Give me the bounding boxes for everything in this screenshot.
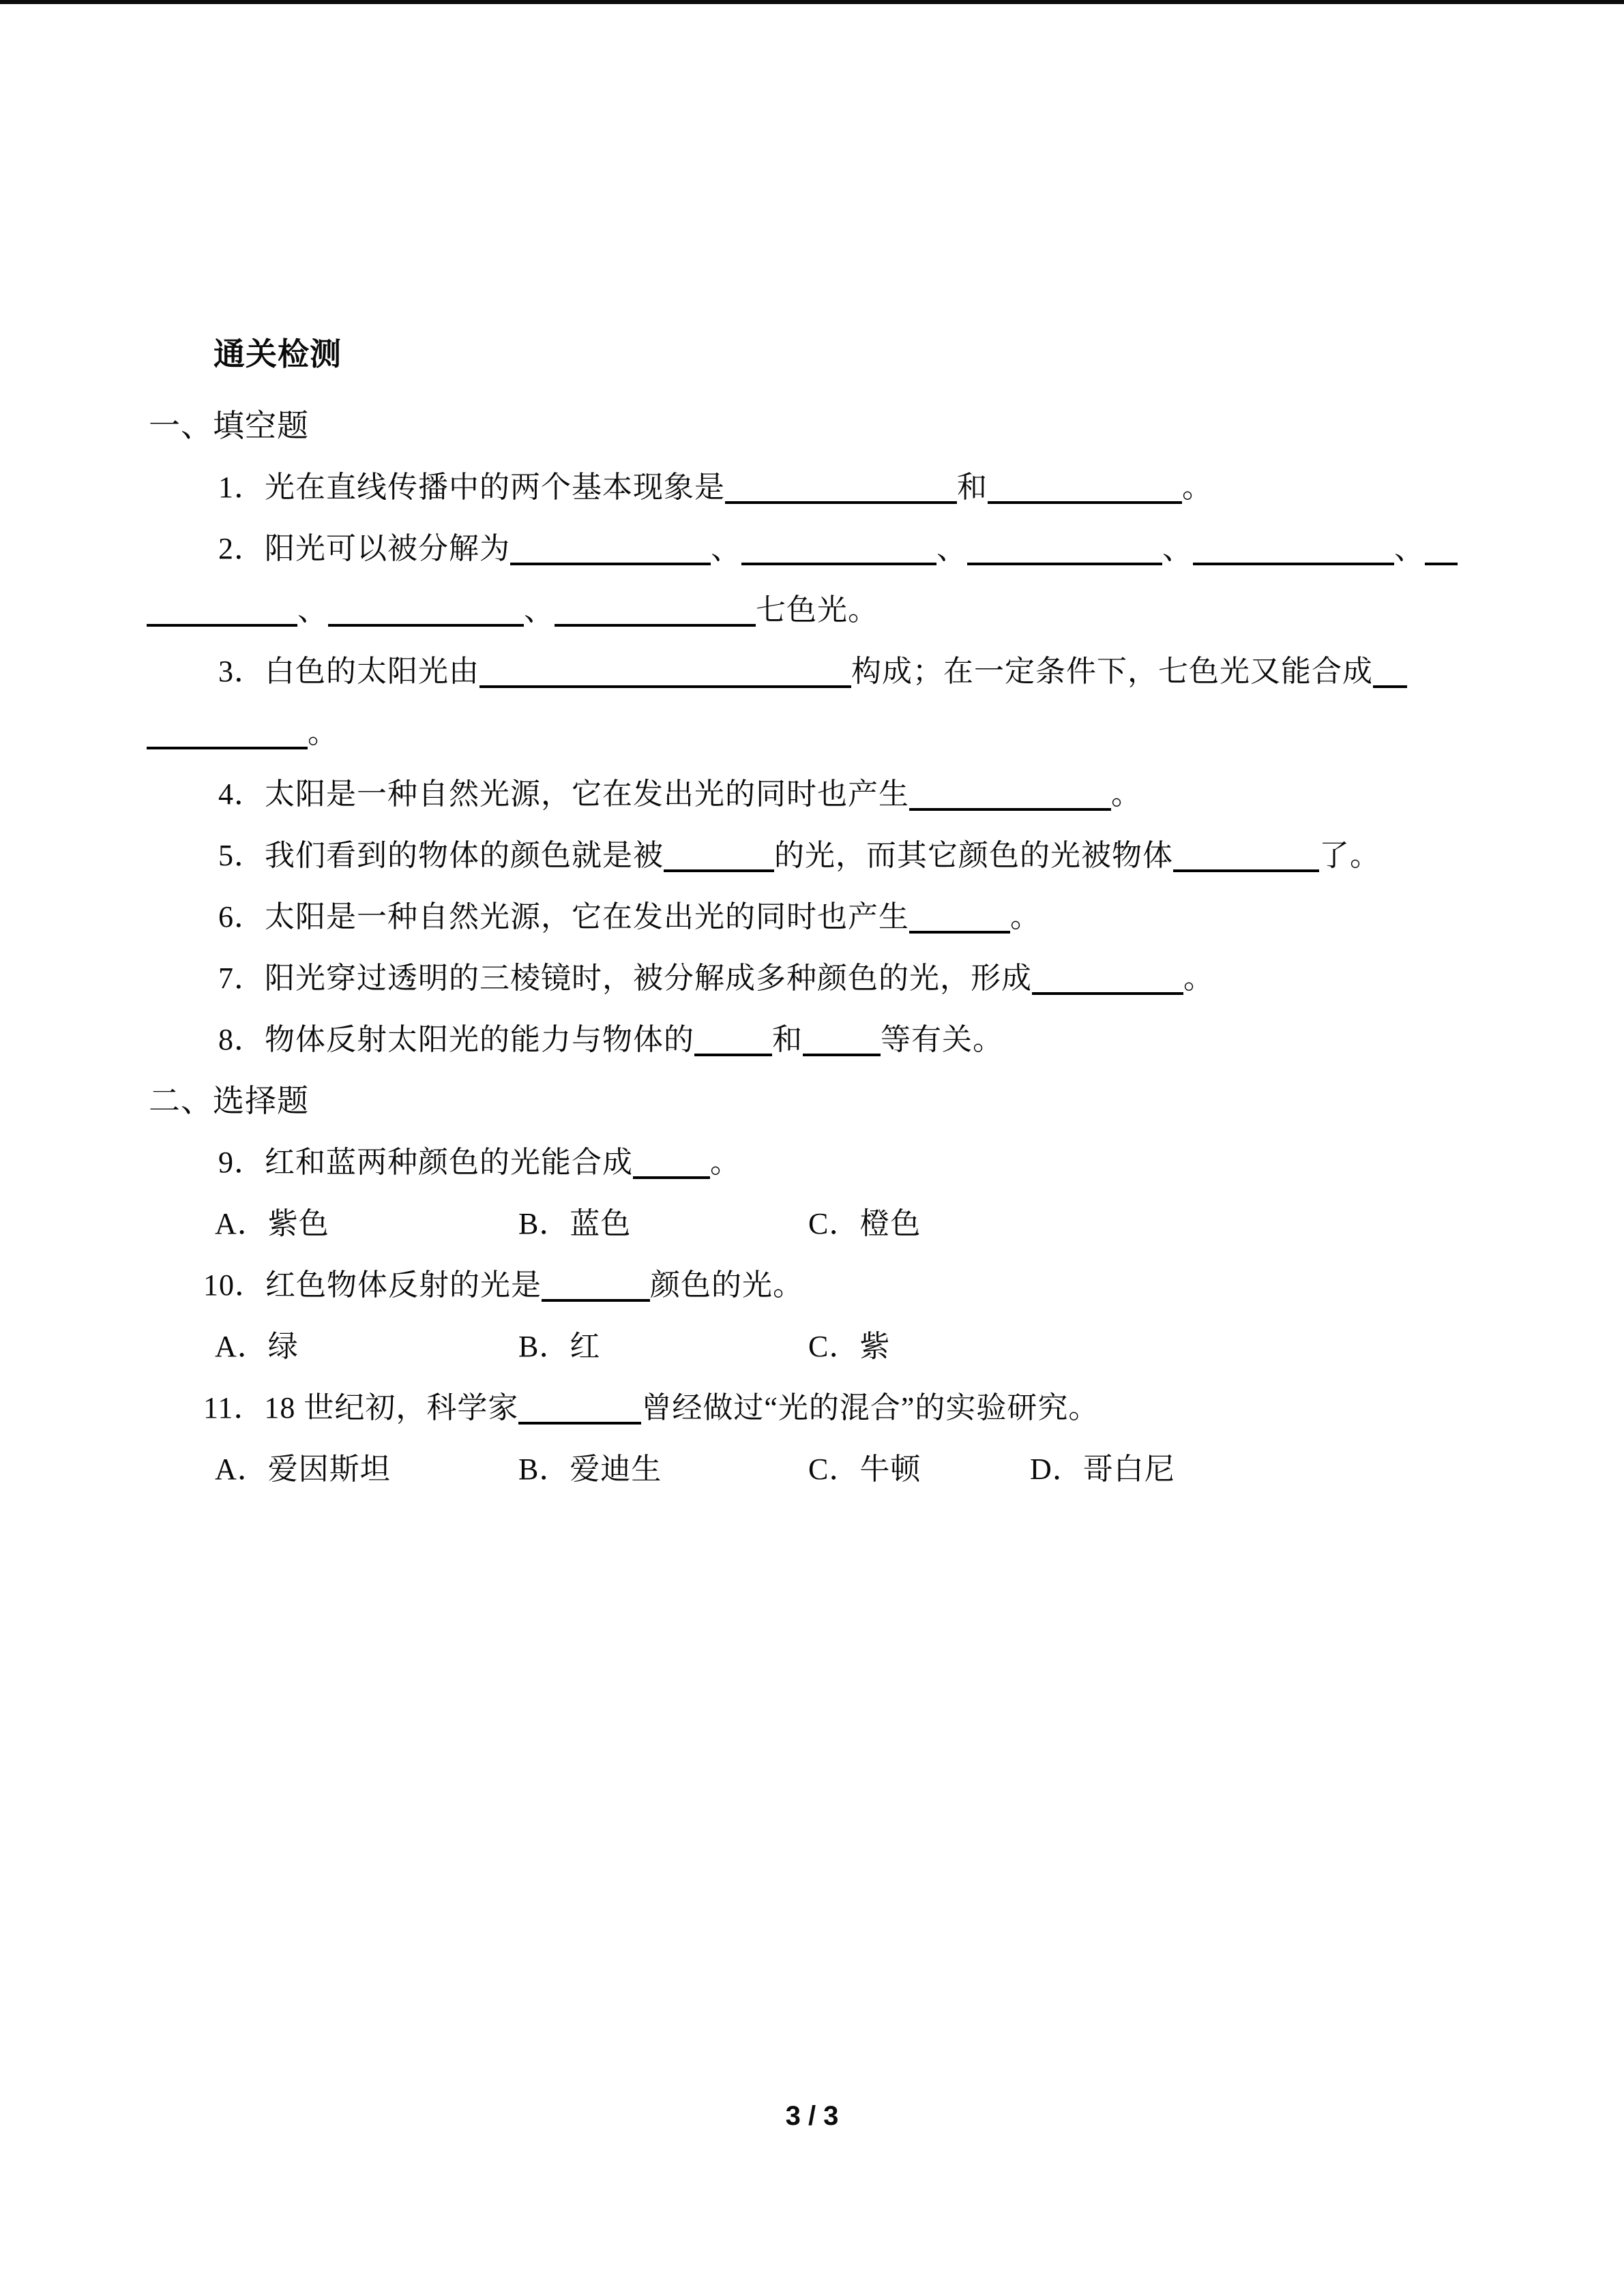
- answer-blank: [479, 679, 851, 688]
- answer-blank: [967, 556, 1162, 565]
- question-line: [0, 886, 1624, 948]
- answer-blank: [909, 801, 1111, 811]
- question-text: 、: [711, 532, 741, 565]
- answer-blank: [803, 1047, 881, 1056]
- answer-blank: [147, 740, 308, 749]
- answer-blank: [1193, 556, 1394, 565]
- question-text: 、: [1162, 532, 1193, 565]
- option-a: A．绿: [215, 1330, 299, 1363]
- answer-blank: [510, 556, 711, 565]
- question-line: [0, 1255, 1624, 1316]
- answer-blank: [1373, 679, 1407, 688]
- question-text: 。: [1111, 777, 1142, 811]
- answer-blank: [741, 556, 936, 565]
- page-title: 通关检测: [213, 337, 342, 372]
- question-text: 11．18 世纪初，科学家: [203, 1391, 519, 1425]
- question-text: 了。: [1319, 839, 1381, 872]
- question-text: 8．物体反射太阳光的能力与物体的: [218, 1023, 694, 1056]
- options-row: [0, 1193, 1624, 1255]
- option-a: A．爱因斯坦: [215, 1452, 391, 1486]
- question-text: 和: [957, 471, 988, 504]
- question-text: 七色光。: [756, 593, 879, 627]
- answer-blank: [694, 1047, 772, 1056]
- question-line: [0, 1009, 1624, 1071]
- question-text: 4．太阳是一种自然光源，它在发出光的同时也产生: [218, 777, 909, 811]
- question-text: 、: [297, 593, 328, 627]
- answer-blank: [147, 617, 297, 627]
- section-heading-text: 二、选择题: [149, 1084, 309, 1118]
- option-b: B．红: [518, 1330, 601, 1363]
- answer-blank: [909, 924, 1010, 934]
- question-text: 9．红和蓝两种颜色的光能合成: [218, 1146, 633, 1179]
- options-row: [0, 1439, 1624, 1500]
- option-c: C．牛顿: [808, 1452, 921, 1486]
- option-d: D．哥白尼: [1030, 1452, 1175, 1486]
- question-text: 和: [772, 1023, 803, 1056]
- page-footer: [0, 2100, 1624, 2132]
- answer-blank: [518, 1415, 641, 1425]
- options-row: [0, 1316, 1624, 1377]
- option-b: B．蓝色: [518, 1207, 632, 1240]
- answer-blank: [1173, 863, 1319, 872]
- option-c: C．紫: [808, 1330, 891, 1363]
- answer-blank: [542, 1292, 650, 1302]
- question-line: [0, 518, 1624, 580]
- question-text: 。: [1010, 900, 1041, 934]
- question-text: 2．阳光可以被分解为: [218, 532, 510, 565]
- section-heading: [0, 396, 1624, 457]
- option-b: B．爱迪生: [518, 1452, 662, 1486]
- answer-blank: [664, 863, 774, 872]
- question-text: 1．光在直线传播中的两个基本现象是: [218, 471, 725, 504]
- section-heading: [0, 1071, 1624, 1132]
- question-text: 7．阳光穿过透明的三棱镜时，被分解成多种颜色的光，形成: [218, 961, 1032, 995]
- question-continuation: [0, 580, 1624, 641]
- question-text: 、: [524, 593, 555, 627]
- answer-blank: [633, 1169, 710, 1179]
- question-text: 3．白色的太阳光由: [218, 655, 479, 688]
- answer-blank: [988, 494, 1182, 504]
- question-line: [0, 1132, 1624, 1193]
- question-line: [0, 948, 1624, 1009]
- question-text: 、: [1394, 532, 1425, 565]
- option-a: A．紫色: [215, 1207, 329, 1240]
- question-continuation: [0, 702, 1624, 764]
- question-text: 曾经做过“光的混合”的实验研究。: [641, 1391, 1099, 1425]
- question-text: 、: [936, 532, 967, 565]
- lines-container: [0, 396, 1624, 1500]
- question-line: [0, 764, 1624, 825]
- answer-blank: [555, 617, 756, 627]
- question-text: 。: [1183, 961, 1214, 995]
- question-text: 。: [710, 1146, 741, 1179]
- option-c: C．橙色: [808, 1207, 921, 1240]
- section-heading-text: 一、填空题: [149, 408, 309, 443]
- page-number: 3 / 3: [785, 2101, 839, 2131]
- question-text: 的光，而其它颜色的光被物体: [774, 839, 1173, 872]
- question-text: 。: [308, 716, 338, 749]
- answer-blank: [725, 494, 957, 504]
- question-text: 6．太阳是一种自然光源，它在发出光的同时也产生: [218, 900, 909, 934]
- answer-blank: [328, 617, 524, 627]
- answer-blank: [1425, 556, 1458, 565]
- question-line: [0, 1377, 1624, 1439]
- question-text: 构成；在一定条件下，七色光又能合成: [851, 655, 1373, 688]
- answer-blank: [1032, 985, 1183, 995]
- question-text: 。: [1182, 471, 1213, 504]
- question-text: 10．红色物体反射的光是: [203, 1268, 542, 1302]
- question-text: 等有关。: [881, 1023, 1003, 1056]
- question-line: [0, 825, 1624, 886]
- question-line: [0, 457, 1624, 518]
- question-text: 颜色的光。: [650, 1268, 803, 1302]
- question-text: 5．我们看到的物体的颜色就是被: [218, 839, 664, 872]
- question-line: [0, 641, 1624, 702]
